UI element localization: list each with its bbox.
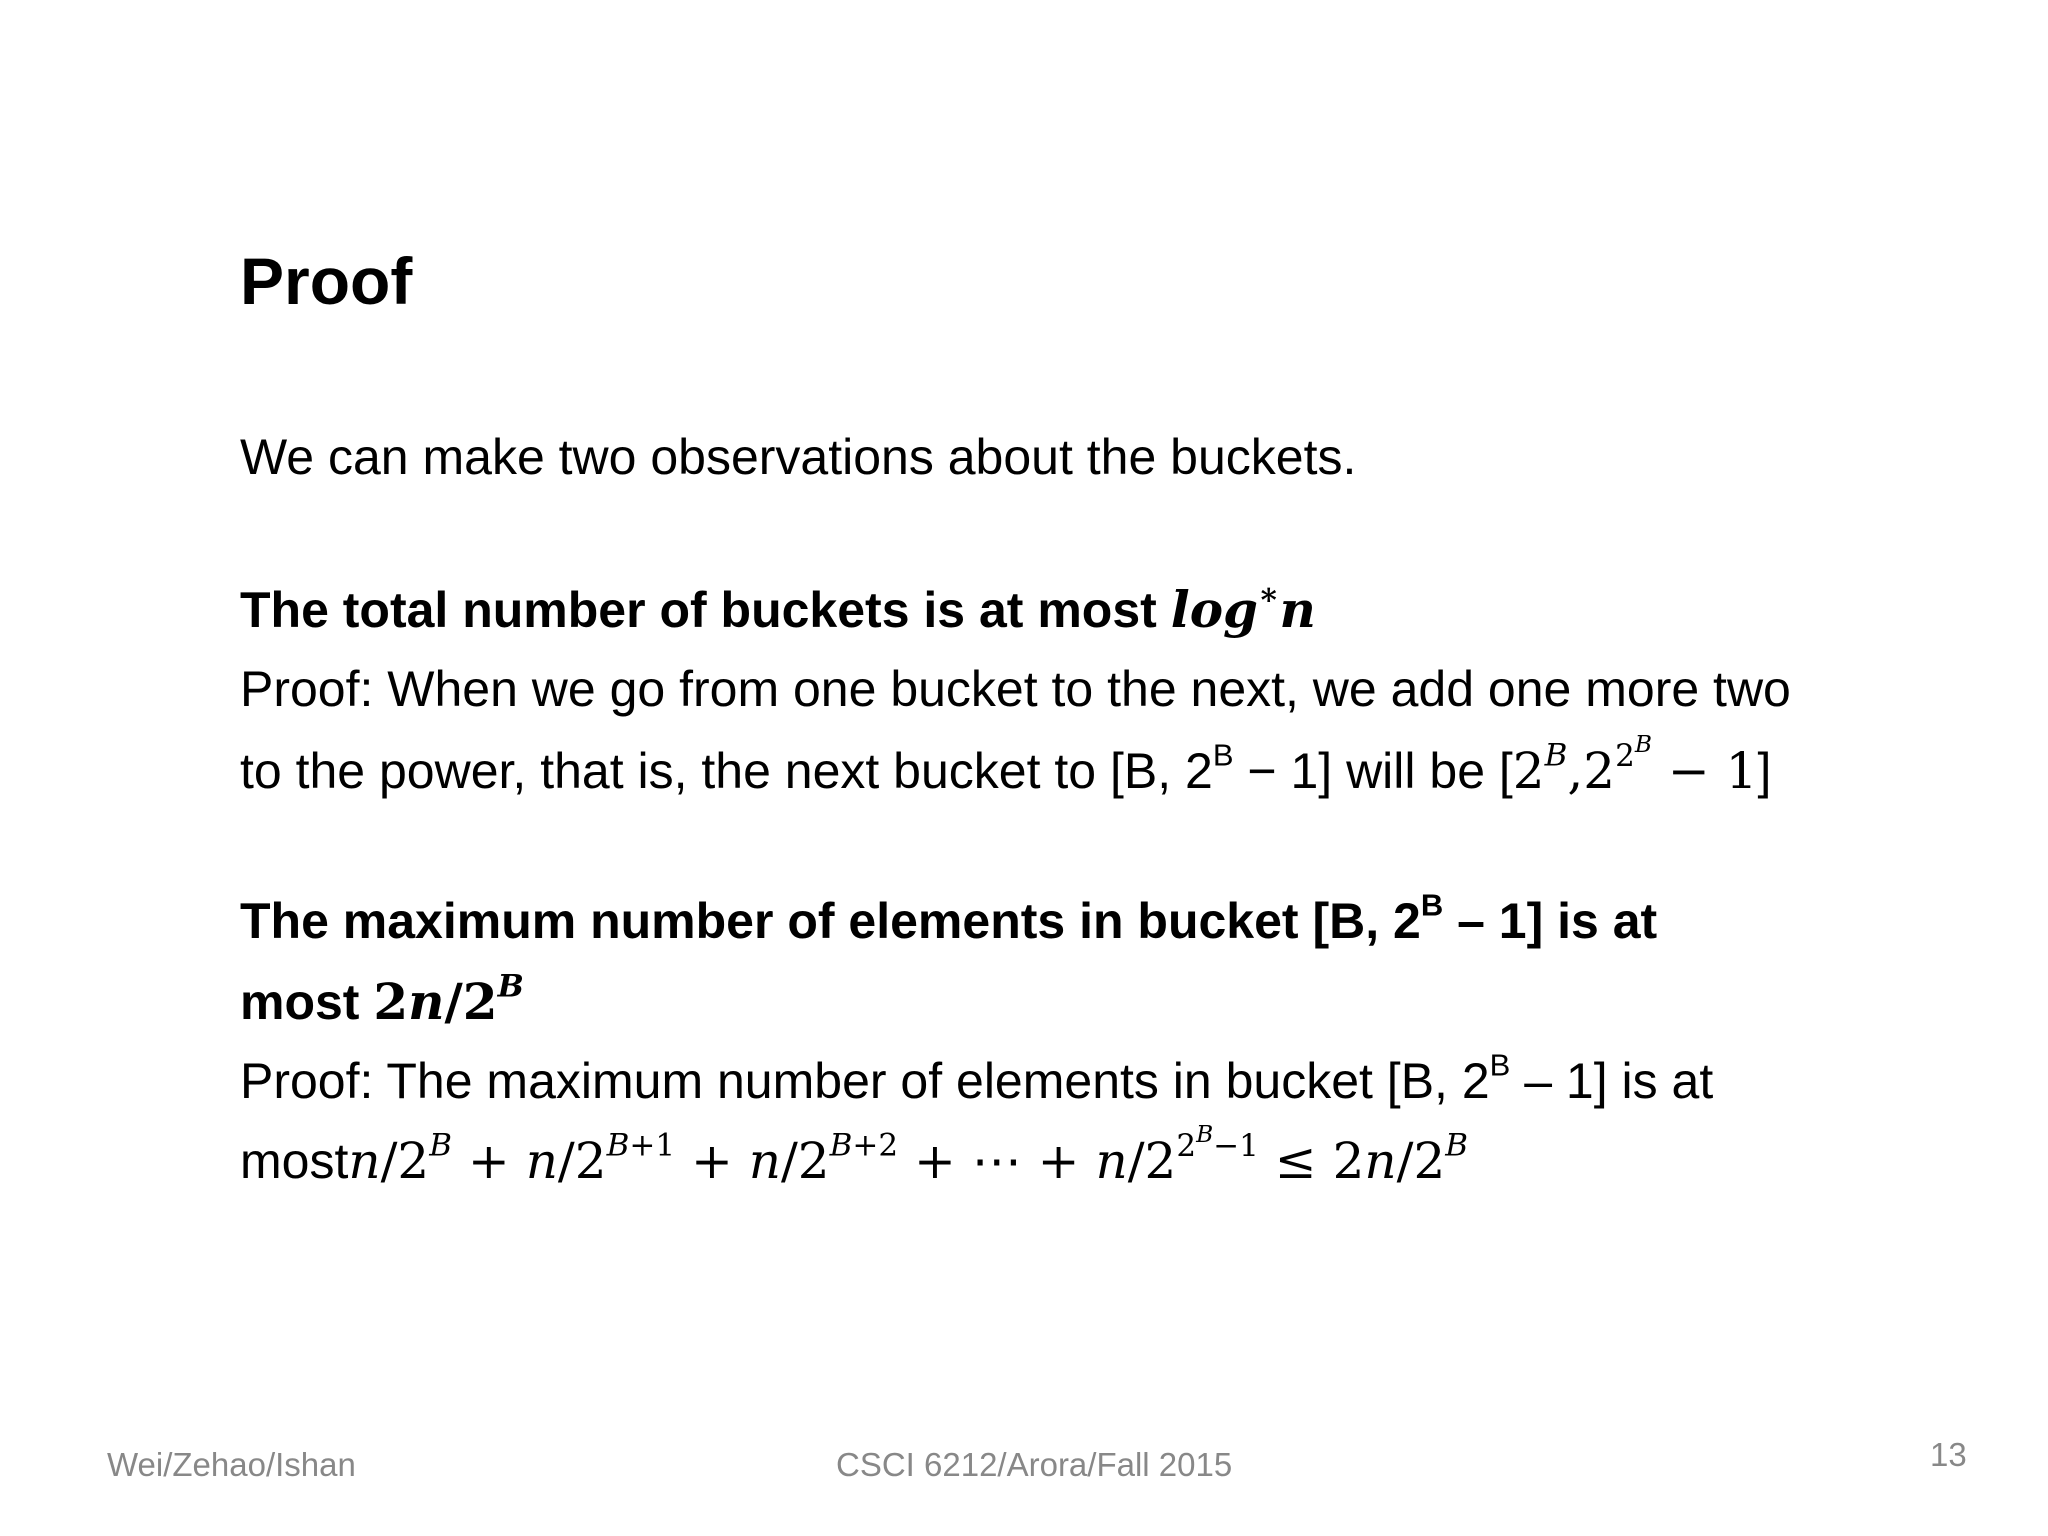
- observation-2-proof-line-2: [240, 1120, 1960, 1191]
- footer-page-number: 13: [1930, 1436, 1967, 1473]
- observation-2-proof-text-a: Proof: The maximum number of elements in bucket [B, 2: [240, 1053, 1490, 1109]
- slide-title: Proof: [240, 244, 413, 318]
- observation-2-proof-most: most: [240, 1133, 349, 1189]
- observation-2-heading-line-2: [240, 968, 1960, 1032]
- proof-line-2-end: ]: [1757, 743, 1772, 799]
- next-bucket-math: $2^B,2^{2^B} - 1$: [1512, 730, 1758, 800]
- observation-2-heading-line-1: [240, 887, 1960, 951]
- intro-text: We can make two observations about the buckets.: [240, 429, 1357, 485]
- observation-1-heading: [240, 576, 1960, 640]
- proof-line-2-mid: − 1] will be [: [1233, 743, 1513, 799]
- observation-1-heading-math: log∗n: [1170, 576, 1316, 639]
- observation-1-proof-line-2: [240, 730, 1960, 801]
- observation-2-proof-superscript: B: [1489, 1047, 1511, 1083]
- observation-1-heading-text: The total number of buckets is at most: [240, 582, 1157, 638]
- observation-2-proof-math: $n/2^B + n/2^{B+1} + n/2^{B+2}$ + ⋯ + $n/2^{2^B-1} \le 2n/2^B$: [348, 1120, 1469, 1190]
- observation-2-heading-superscript: B: [1420, 887, 1444, 923]
- observation-2-heading-most: most: [240, 974, 360, 1030]
- footer-authors: Wei/Zehao/Ishan: [107, 1446, 356, 1483]
- proof-line-2-text: to the power, that is, the next bucket to [B, 2: [240, 743, 1213, 799]
- observation-2-heading-math: $2n/2^B$: [373, 968, 524, 1031]
- observation-2-heading-text-a: The maximum number of elements in bucket [B, 2: [240, 893, 1421, 949]
- footer-course: CSCI 6212/Arora/Fall 2015: [836, 1446, 1233, 1483]
- observation-2-proof-line-1: [240, 1047, 1960, 1111]
- observation-2-heading-text-b: – 1] is at: [1443, 893, 1658, 949]
- observation-2-proof-text-b: – 1] is at: [1510, 1053, 1714, 1109]
- observation-1-proof-line-1: Proof: When we go from one bucket to the next, we add one more two: [240, 661, 1791, 717]
- proof-line-2-superscript: B: [1212, 737, 1234, 773]
